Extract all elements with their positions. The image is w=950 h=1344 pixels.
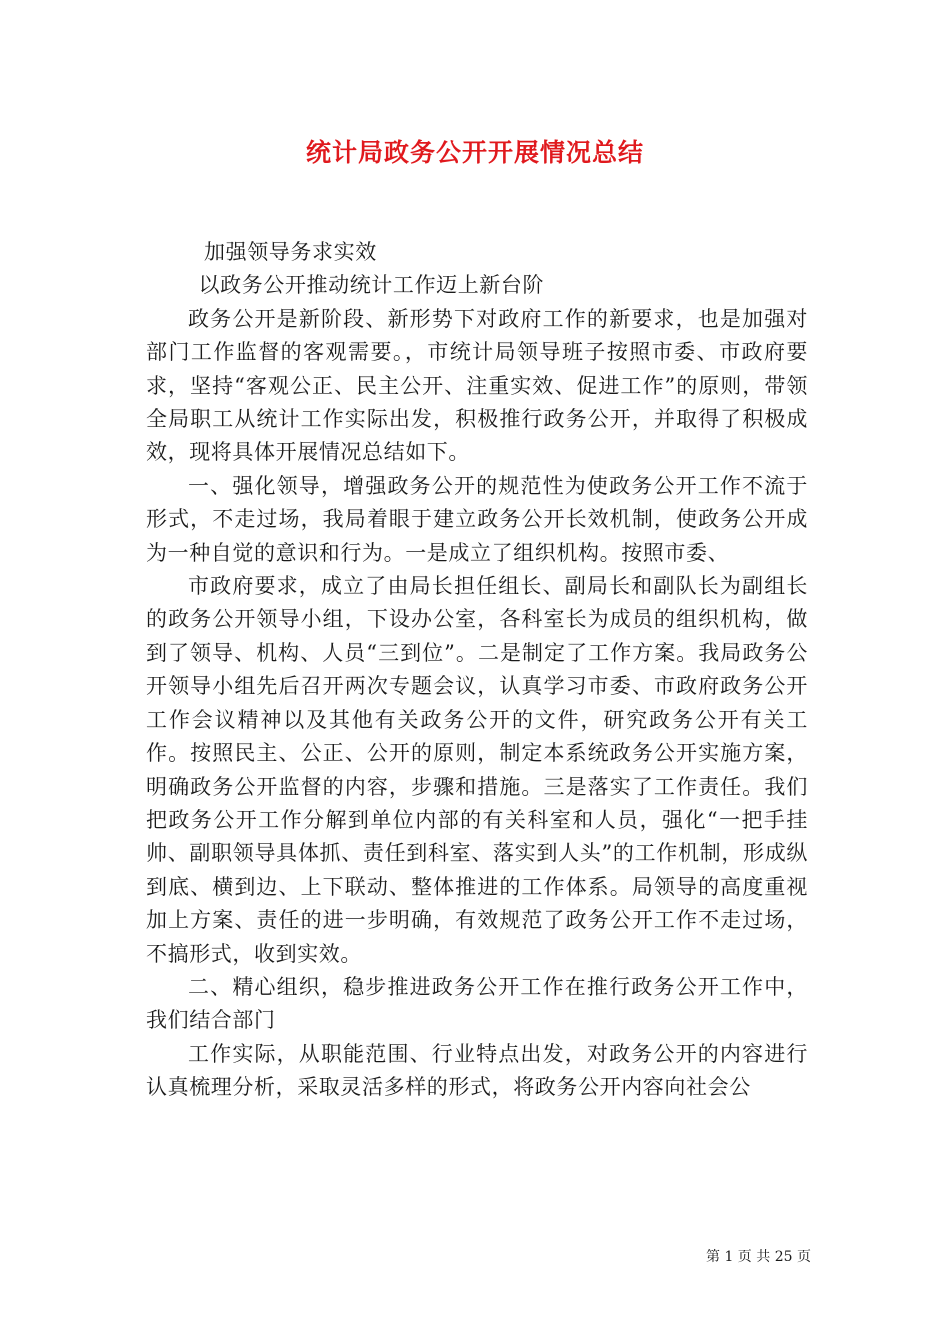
paragraph-section-1-continued: 市政府要求，成立了由局长担任组长、副局长和副队长为副组长的政务公开领导小组，下设办公室，各科室长为成员的组织机构，做到了领导、机构、人员“三到位”。二是制定了工作方案。我局政务公开领导小组先后召开两次专题会议，认真学习市委、市政府政务公开工作会议精神以及其他有关政务公开的文件，研究政务公开有关工作。按照民主、公正、公开的原则，制定本系统政务公开实施方案，明确政务公开监督的内容，步骤和措施。三是落实了工作责任。我们把政务公开工作分解到单位内部的有关科室和人员，强化“一把手挂帅、副职领导具体抓、责任到科室、落实到人头”的工作机制，形成纵到底、横到边、上下联动、整体推进的工作体系。局领导的高度重视加上方案、责任的进一步明确，有效规范了政务公开工作不走过场，不搞形式，收到实效。 [146,574,808,966]
document-body [146,236,808,1105]
subtitle-line-1: 加强领导务求实效 [204,240,377,264]
paragraph-section-2-continued: 工作实际，从职能范围、行业特点出发，对政务公开的内容进行认真梳理分析，采取灵活多样的形式，将政务公开内容向社会公 [146,1041,808,1100]
document-title: 统计局政务公开开展情况总结 [305,138,644,167]
subtitle-line-2: 以政务公开推动统计工作迈上新台阶 [198,273,545,298]
paragraph-intro: 政务公开是新阶段、新形势下对政府工作的新要求，也是加强对部门工作监督的客观需要。，市统计局领导班子按照市委、市政府要求，坚持“客观公正、民主公开、注重实效、促进工作”的原则，带领全局职工从统计工作实际出发，积极推行政务公开，并取得了积极成效，现将具体开展情况总结如下。 [146,306,808,465]
paragraph-section-2: 二、精心组织，稳步推进政务公开工作在推行政务公开工作中，我们结合部门 [146,974,808,1033]
page-number: 第 1 页 共 25 页 [706,1249,811,1265]
paragraph-section-1: 一、强化领导，增强政务公开的规范性为使政务公开工作不流于形式，不走过场，我局着眼于建立政务公开长效机制，使政务公开成为一种自觉的意识和行为。一是成立了组织机构。按照市委、 [146,473,808,565]
